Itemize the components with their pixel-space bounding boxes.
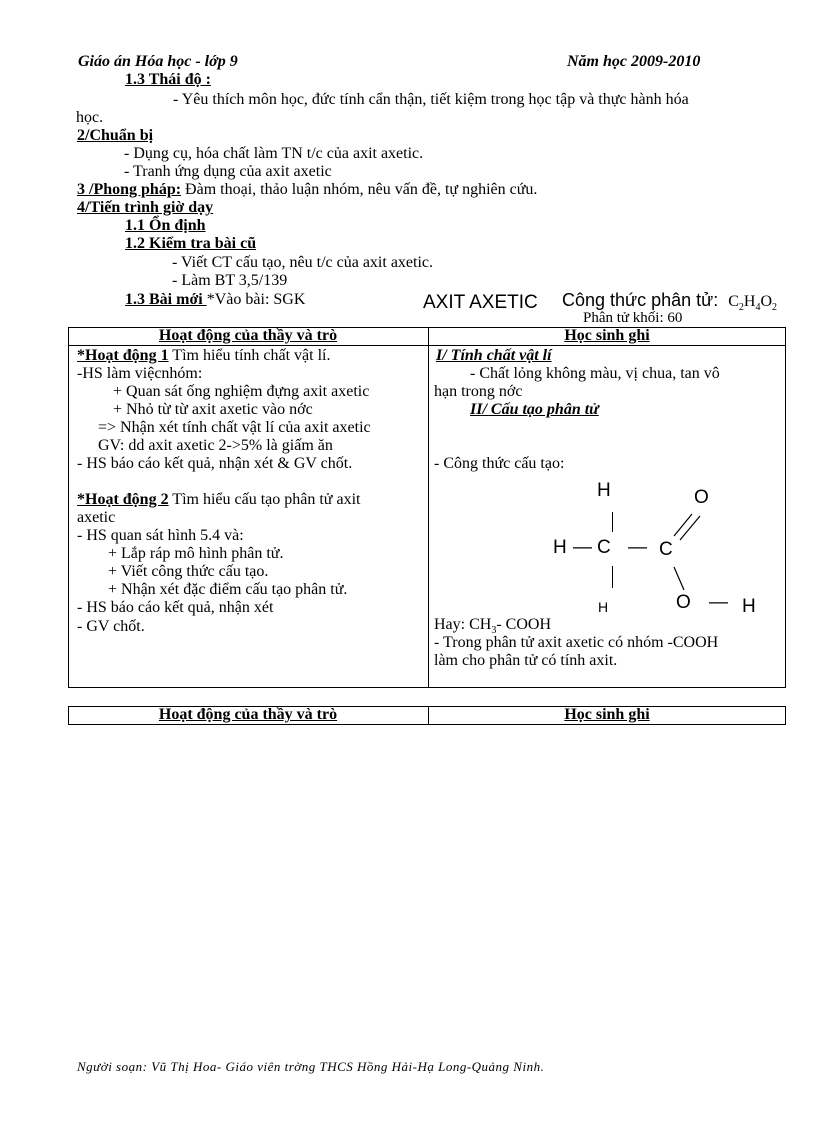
notes-line-2: hạn trong nớc	[434, 383, 523, 400]
process-sub2-item-1: - Viết CT cấu tạo, nêu t/c của axit axetic.	[172, 254, 434, 271]
activity2-line-1: - HS quan sát hình 5.4 và:	[77, 527, 244, 544]
notes-line-1: - Chất lỏng không màu, vị chua, tan vô	[470, 365, 720, 382]
activity2-title: *Hoạt động 2	[77, 491, 169, 508]
process-sub3: 1.3 Bài mới	[125, 291, 207, 308]
method-text: Đàm thoại, thảo luận nhóm, nêu vấn đề, tự nghiên cứu.	[181, 181, 538, 198]
notes-title-2: II/ Cấu tạo phân tử	[470, 401, 599, 418]
molecular-formula	[728, 293, 778, 314]
notes-title-1: I/ Tính chất vật lí	[436, 347, 552, 364]
activity1-title: *Hoạt động 1	[77, 347, 169, 364]
table2-col1-header: Hoạt động của thầy và trò	[158, 706, 338, 723]
notes-hay-sub: 3	[491, 625, 497, 637]
activity1-heading	[77, 347, 330, 365]
process-sub1: 1.1 Ổn định	[125, 217, 206, 234]
header-right: Năm học 2009-2010	[567, 53, 701, 70]
notes-struct-label: - Công thức cấu tạo:	[434, 455, 565, 472]
activity1-line-4: => Nhận xét tính chất vật lí của axit axetic	[98, 419, 371, 436]
method-line	[77, 181, 537, 199]
activity1-line-2: + Quan sát ống nghiệm đựng axit axetic	[113, 383, 370, 400]
process-title: 4/Tiến trình giờ dạy	[77, 199, 214, 216]
activity2-title-cont: axetic	[77, 509, 116, 526]
atom-o-bottom: O	[676, 592, 691, 613]
bond-h-top	[612, 512, 613, 532]
formula-h: H	[743, 293, 756, 310]
notes-hay-prefix: Hay: CH	[434, 616, 492, 633]
formula-c: C	[728, 293, 739, 310]
activity1-line-1: -HS làm việcnhóm:	[77, 365, 203, 382]
activity2-heading	[77, 491, 360, 509]
atom-o-top: O	[694, 487, 709, 508]
activity1-line-6: - HS báo cáo kết quả, nhận xét & GV chốt.	[77, 455, 353, 472]
activity1-line-3: + Nhỏ từ từ axit axetic vào nớc	[113, 401, 313, 418]
table-divider	[428, 327, 429, 688]
activity1-line-5: GV: dd axit axetic 2->5% là giấm ăn	[98, 437, 333, 454]
attitude-line1: - Yêu thích môn học, đức tính cẩn thận, tiết kiệm trong học tập và thực hành hóa	[173, 91, 689, 108]
atom-h-right: H	[742, 596, 756, 617]
formula-label: Công thức phân tử:	[562, 290, 719, 310]
activity2-line-4: + Nhận xét đặc điểm cấu tạo phân tử.	[108, 581, 348, 598]
footer-author: Người soạn: Vũ Thị Hoa- Giáo viên trờng THCS Hồng Hải-Hạ Long-Quảng Ninh.	[77, 1059, 545, 1074]
header-left: Giáo án Hóa học - lớp 9	[78, 53, 238, 70]
formula-c-sub: 2	[738, 302, 744, 314]
prepare-item-1: - Dụng cụ, hóa chất làm TN t/c của axit axetic.	[124, 145, 424, 162]
activity2-line-6: - GV chốt.	[77, 618, 145, 635]
atom-c2: C	[659, 539, 673, 560]
notes-line-4: làm cho phân tử có tính axit.	[434, 652, 618, 669]
activity2-line-2: + Lắp ráp mô hình phân tử.	[108, 545, 284, 562]
formula-o-sub: 2	[772, 302, 778, 314]
activity2-title-rest: Tìm hiểu cấu tạo phân tử axit	[168, 491, 361, 508]
activity1-title-rest: Tìm hiểu tính chất vật lí.	[168, 347, 331, 364]
process-sub2-item-2: - Làm BT 3,5/139	[172, 272, 288, 289]
atom-h-bottom: H	[598, 599, 609, 615]
bond-h-c: —	[573, 537, 592, 558]
bond-o-h: —	[709, 592, 728, 613]
formula-h-sub: 4	[755, 302, 761, 314]
notes-line-3: - Trong phân tử axit axetic có nhóm -COOH	[434, 634, 719, 651]
bond-h-bottom	[612, 566, 613, 588]
prepare-title: 2/Chuẩn bị	[77, 127, 154, 144]
formula-o: O	[760, 293, 773, 310]
attitude-title: 1.3 Thái độ :	[125, 71, 211, 88]
single-bond-c-o	[670, 565, 690, 595]
atom-h-left: H	[553, 537, 567, 558]
attitude-line2: học.	[76, 109, 104, 126]
atom-c1: C	[597, 537, 611, 558]
process-sub3-text: *Vào bài: SGK	[206, 291, 306, 308]
table1-col1-header: Hoạt động của thầy và trò	[158, 327, 338, 344]
table2-col2-header: Học sinh ghi	[564, 706, 650, 723]
method-title: 3 /Phong pháp:	[77, 181, 182, 198]
double-bond-c-o	[670, 510, 710, 550]
process-sub3-line	[125, 291, 305, 309]
molecular-mass: Phân tử khối: 60	[583, 310, 683, 326]
activity2-line-3: + Viết công thức cấu tạo.	[108, 563, 269, 580]
activity2-line-5: - HS báo cáo kết quả, nhận xét	[77, 599, 274, 616]
prepare-item-2: - Tranh ứng dụng của axit axetic	[124, 163, 332, 180]
bond-c-c: —	[628, 537, 647, 558]
table1-col2-header: Học sinh ghi	[564, 327, 650, 344]
notes-hay-suffix: - COOH	[496, 616, 551, 633]
process-sub2: 1.2 Kiểm tra bài cũ	[125, 235, 257, 252]
table-header-line	[68, 345, 786, 346]
compound-name: AXIT AXETIC	[423, 292, 538, 313]
atom-h-top: H	[597, 480, 611, 501]
